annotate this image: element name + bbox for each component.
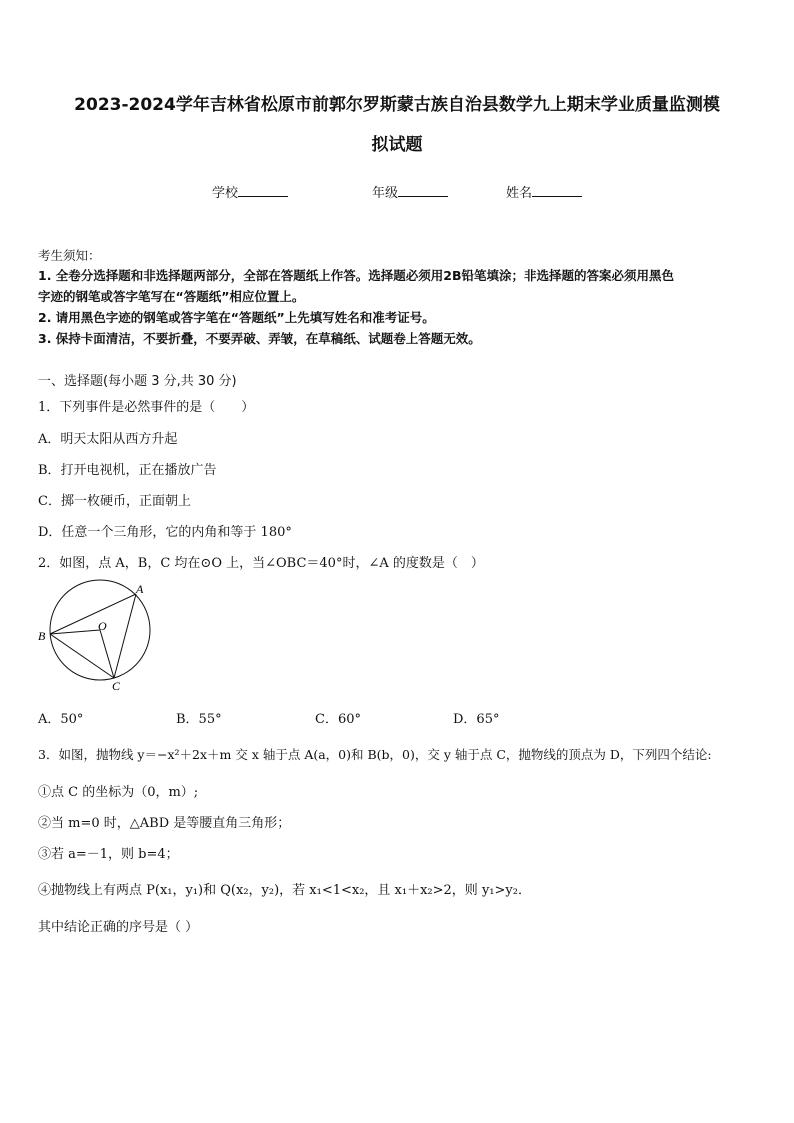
segment-ac bbox=[114, 594, 136, 678]
q1-option-d: D．任意一个三角形，它的内角和等于 180° bbox=[38, 525, 292, 540]
notice-heading: 考生须知： bbox=[38, 248, 101, 263]
q3-statement-4: ④抛物线上有两点 P(x₁，y₁)和 Q(x₂，y₂)，若 x₁<1<x₂，且 x₁＋x₂>2，则 y₁>y₂． bbox=[38, 883, 531, 898]
notice-item-1-cont: 字迹的钢笔或答字笔写在“答题纸”相应位置上。 bbox=[38, 289, 305, 304]
q2-option-b: B．55° bbox=[176, 712, 222, 727]
notice-item-1: 1. 全卷分选择题和非选择题两部分，全部在答题纸上作答。选择题必须用2B铅笔填涂；非选择题的答案必须用黑色 bbox=[38, 268, 675, 283]
q2-stem: 2．如图，点 A，B，C 均在⊙O 上，当∠OBC＝40°时，∠A 的度数是（ ） bbox=[38, 556, 484, 571]
q3-statement-3: ③若 a=－1，则 b=4； bbox=[38, 847, 179, 862]
page-title-line2: 拟试题 bbox=[371, 135, 423, 155]
label-o: O bbox=[98, 619, 107, 633]
q2-option-d: D．65° bbox=[453, 712, 500, 727]
grade-blank bbox=[398, 184, 448, 197]
label-b: B bbox=[38, 629, 46, 643]
q1-option-b: B．打开电视机，正在播放广告 bbox=[38, 463, 217, 478]
name-field bbox=[506, 182, 582, 201]
q1-stem: 1．下列事件是必然事件的是（ ） bbox=[38, 400, 255, 415]
q3-statement-1: ①点 C 的坐标为（0，m）; bbox=[38, 785, 199, 800]
name-blank bbox=[532, 184, 582, 197]
q2-option-c: C．60° bbox=[315, 712, 361, 727]
q3-stem: 3．如图，抛物线 y＝−x²＋2x＋m 交 x 轴于点 A(a，0)和 B(b，0)，交 y 轴于点 C，抛物线的顶点为 D，下列四个结论: bbox=[38, 747, 712, 762]
section-heading: 一、选择题(每小题 3 分,共 30 分) bbox=[38, 374, 237, 389]
grade-field bbox=[372, 182, 448, 201]
circle-figure bbox=[34, 578, 158, 694]
label-a: A bbox=[136, 582, 144, 596]
segment-ba bbox=[50, 594, 136, 634]
notice-item-2: 2. 请用黑色字迹的钢笔或答字笔在“答题纸”上先填写姓名和准考证号。 bbox=[38, 310, 435, 325]
school-field bbox=[212, 182, 288, 201]
page-title-line1: 2023-2024学年吉林省松原市前郭尔罗斯蒙古族自治县数学九上期末学业质量监测模 bbox=[74, 95, 720, 115]
q1-option-c: C．掷一枚硬币，正面朝上 bbox=[38, 494, 191, 509]
school-blank bbox=[238, 184, 288, 197]
q3-ask: 其中结论正确的序号是（ ） bbox=[38, 920, 199, 935]
grade-label: 年级 bbox=[372, 186, 399, 201]
segment-oc bbox=[100, 630, 114, 678]
name-label: 姓名 bbox=[506, 186, 533, 201]
notice-item-3: 3. 保持卡面清洁，不要折叠，不要弄破、弄皱，在草稿纸、试题卷上答题无效。 bbox=[38, 331, 481, 346]
segment-bc bbox=[50, 634, 114, 678]
school-label: 学校 bbox=[212, 186, 239, 201]
q1-option-a: A．明天太阳从西方升起 bbox=[38, 432, 178, 447]
q2-option-a: A．50° bbox=[38, 712, 84, 727]
label-c: C bbox=[112, 679, 121, 693]
q3-statement-2: ②当 m=0 时，△ABD 是等腰直角三角形； bbox=[38, 816, 291, 831]
